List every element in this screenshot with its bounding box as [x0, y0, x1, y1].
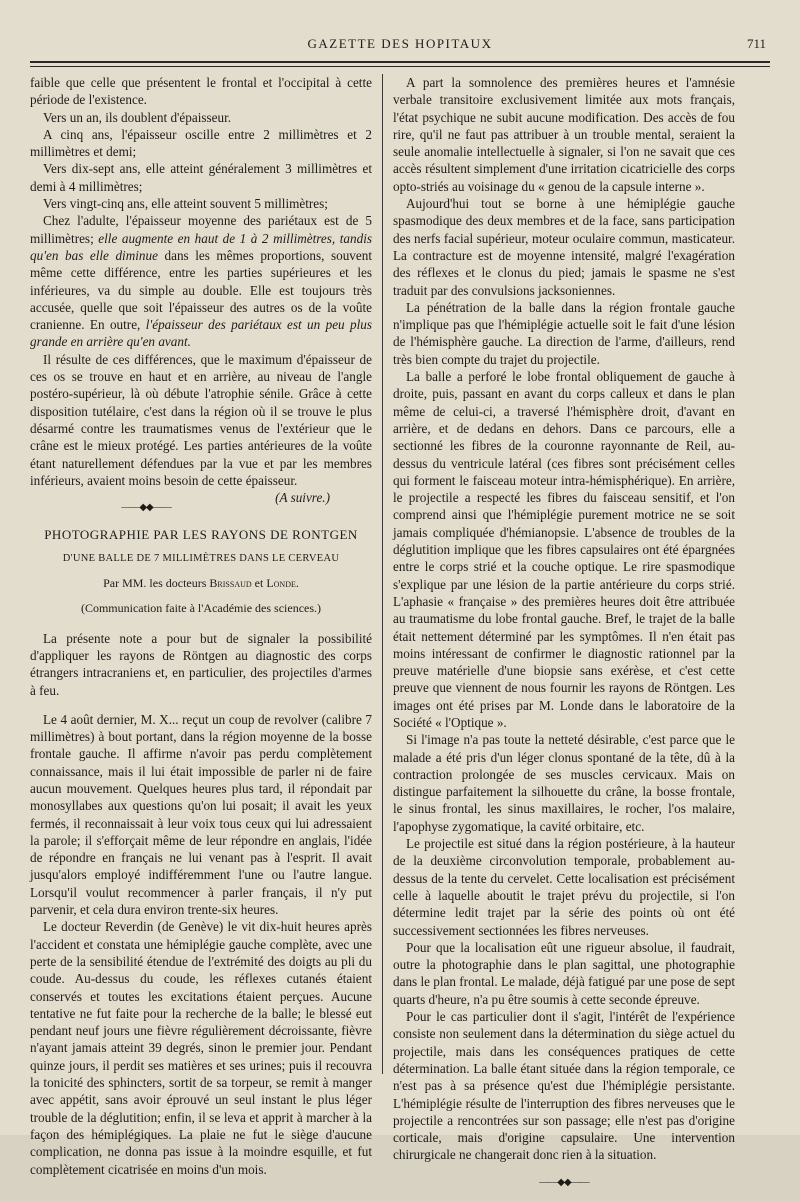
author-name: Brissaud	[209, 576, 252, 591]
article-authors	[30, 575, 372, 592]
italic-run: l'épaisseur des pariétaux est un peu plus grande en arrière qu'en avant.	[30, 317, 373, 350]
text-run: dans les mêmes proportions, souvent même cette différence, entre les parties supérieures et les inférieures, va du simple au double. Elle est toujours très accusée, quelle que soit l'épaisseur des autres os de la voûte cranienne. En outre,	[30, 247, 372, 333]
paragraph	[30, 212, 372, 350]
paragraph: Si l'image n'a pas toute la netteté désirable, c'est parce que le malade a été pris d'un léger clonus spontané de la tête, dû à la contraction prolongée de ses muscles cervicaux. Mais on distingue parfaitement la silhouette du crâne, la bosse frontale, le sinus frontal, les sinus maxillaires, le rocher, l'os malaire, l'apophyse zygomatique, la cavité orbitaire, etc.	[393, 732, 735, 834]
paragraph: Vers dix-sept ans, elle atteint généralement 3 millimètres et demi à 4 millimètres;	[30, 161, 372, 194]
text-run: Il résulte de ces différences, que le maximum d'épaisseur de ces os se trouve en haut et en arrière, au niveau de l'angle postéro-supérieur, là où débute l'atrophie sénile. Grâce à cette disposition tutélaire, c'est dans la région où il se trouve le plus désarmé contre les traumatismes venus de l'extérieur que le crâne est le mieux protégé. Les parties antérieures de la voûte étant naturellement défendues par la vue et par les membres inférieurs, avaient moins besoin de cette épaisseur.	[30, 351, 372, 488]
communication-note: (Communication faite à l'Académie des sciences.)	[80, 601, 322, 616]
article-title: PHOTOGRAPHIE PAR LES RAYONS DE RONTGEN	[44, 527, 358, 543]
paragraph: Le 4 août dernier, M. X... reçut un coup de revolver (calibre 7 millimètres) à bout portant, dans la région moyenne de la bosse frontale gauche. Il affirme n'avoir pas perdu complètement connaissance, mais il lui était impossible de parler ni de faire aucun mouvement. Quelques heures plus tard, il répondait par monosyllabes aux questions qu'on lui posait; il avait les yeux fermés, il reconnaissait à leur voix tous ceux qui lui adressaient la parole; il s'efforçait même de leur répondre en anglais, l'idée de répondre en français ne lui venant pas à l'esprit. Il avait jusqu'alors employé indifféremment l'une ou l'autre langue. Lorsqu'il voulut recommencer à parler français, il n'y put parvenir, et cela dura environ trente-six heures.	[30, 711, 372, 918]
column-divider	[382, 74, 383, 1074]
header-rule	[30, 61, 770, 67]
paragraph: Aujourd'hui tout se borne à une hémiplégie gauche spasmodique des deux membres et de la face, sans participation des nerfs facial supérieur, moteur oculaire commun, masticateur. La contracture est de moyenne intensité, malgré l'exagération des réflexes et le clonus du pied; jamais le spasme ne s'est traduit par des convulsions jacksoniennes.	[393, 196, 735, 298]
paragraph: Pour le cas particulier dont il s'agit, l'intérêt de l'expérience consiste non seulement dans la détermination du siège actuel du projectile, mais dans les conséquences pratiques de cette détermination. La balle étant située dans la région temporale, ce n'est pas à sa présence qu'est due l'hémiplégie persistante. L'hémiplégie résulte de l'interruption des fibres nerveuses que le projectile a rencontrées sur son passage; elle n'est pas d'origine corticale, mais d'origine capsulaire. Une intervention chirurgicale ne changerait donc rien à la situation.	[393, 1009, 735, 1163]
paragraph: A part la somnolence des premières heures et l'amnésie verbale transitoire exclusivement limitée aux mots français, l'état psychique ne subit aucune modification. Des accès de fou rire, qu'il ne faut pas attribuer à un trouble mental, seraient la seule anomalie intellectuelle à signaler, si l'on ne savait que ces accès résultent simplement d'une irritation cicatricielle des corps opto-striés au voisinage du « genou de la capsule interne ».	[393, 75, 735, 194]
author-name: Londe	[266, 576, 296, 591]
italic-run: elle augmente en haut de 1 à 2 millimètres, tandis qu'en bas elle diminue	[30, 230, 372, 263]
authors-prefix: Par MM. les docteurs	[103, 576, 210, 591]
authors-suffix: .	[295, 576, 299, 591]
paragraph: La balle a perforé le lobe frontal obliquement de gauche à droite, puis, passant en avant du corps calleux et dans le plan même de celui-ci, a traversé l'hémisphère droit, d'avant en arrière, et de dedans en dehors. Dans ce parcours, elle a sectionné les fibres de la couronne rayonnante de Reil, au-dessus du ventricule latéral (ces fibres sont précisément celles qui forment le faisceau moteur intra-hémisphérique). En arrière, le projectile a respecté les fibres du faisceau sensitif, et l'on comprend ainsi que l'hémiplégie purement motrice ne se soit jamais compliquée d'hémianopsie. L'absence de troubles de la déglutition implique que les fibres capsulaires ont été épargnées entre le corps strié et la couche optique. Le rire spasmodique s'explique par une lésion de la partie antérieure du corps strié. L'aphasie « française » des premières heures doit être attribuée au traumatisme du lobe frontal gauche. Bref, le trajet de la balle était nettement déterminé par les symptômes. Il n'en était pas moins intéressant de confirmer le diagnostic rationnel par la preuve matérielle d'une biopsie sans exérèse, et c'est cette preuve que viennent de nous fournir les rayons de Röntgen. Les images ont été prises par M. Londe dans le laboratoire de la Société « l'Optique ».	[393, 369, 735, 730]
page-number: 711	[746, 36, 766, 51]
paragraph: La présente note a pour but de signaler la possibilité d'appliquer les rayons de Röntgen au diagnostic des corps étrangers intracraniens et, en particulier, des projectiles d'armes à feu.	[30, 630, 372, 698]
separator-ornament: ——◆◆——	[121, 502, 171, 514]
paragraph: A cinq ans, l'épaisseur oscille entre 2 millimètres et 2 millimètres et demi;	[30, 126, 372, 160]
separator-ornament: ——◆◆——	[539, 1176, 589, 1188]
to-be-continued: (A suivre.)	[275, 490, 330, 506]
paragraph: Vers un an, ils doublent d'épaisseur.	[43, 109, 232, 125]
page-header	[20, 30, 780, 52]
paragraph: faible que celle que présentent le frontal et l'occipital à cette période de l'existence.	[30, 75, 372, 108]
paragraph: La pénétration de la balle dans la région frontale gauche n'implique pas que l'hémiplégie actuelle soit le fait d'une lésion de l'hémisphère gauche. La direction de l'arme, d'ailleurs, rend très bien compte du trajet du projectile.	[393, 299, 735, 367]
right-column	[393, 74, 735, 1201]
paragraph: Pour que la localisation eût une rigueur absolue, il faudrait, outre la photographie dans le plan sagittal, une photographie dans le plan frontal. Le malade, déjà fatigué par une pose de sept quarts d'heure, n'a pu être soumis à cette seconde épreuve.	[393, 939, 736, 1007]
running-title: GAZETTE DES HOPITAUX	[307, 36, 493, 51]
paragraph: Le docteur Reverdin (de Genève) le vit dix-huit heures après l'accident et constata une hémiplégie gauche complète, avec une perte de la sensibilité étendue de l'extrémité des doigts au pli du coude. Au-dessus du coude, les réflexes cutanés étaient conservés et toutes les excitations étaient perçues. Aucune tentative ne fut faite pour la recherche de la balle; le blessé eut pendant neuf jours une fièvre régulièrement décroissante, fièvre n'ayant jamais atteint 39 degrés, sinon le premier jour. Pendant quinze jours, il perdit ses matières et ses urines; puis il recouvra la tonicité des sphincters, sortit de sa torpeur, se remit à manger avec appétit, sans avoir éprouvé un seul instant le plus léger trouble de la déglutition; enfin, il se leva et apprit à marcher à la façon des hémiplégiques. La plaie ne fut le siège d'aucune complication, ne donna pas issue à la moindre esquille, et fut complètement cicatrisée en moins d'un mois.	[30, 919, 372, 1177]
article-subtitle: D'UNE BALLE DE 7 MILLIMÈTRES DANS LE CERVEAU	[62, 552, 340, 564]
authors-mid: et	[251, 576, 267, 591]
paragraph	[30, 351, 372, 506]
text-run: Chez l'adulte, l'épaisseur moyenne des pariétaux est de 5 millimètres;	[30, 213, 372, 246]
paragraph: Vers vingt-cinq ans, elle atteint souvent 5 millimètres;	[43, 196, 328, 212]
left-column	[30, 74, 372, 1178]
paragraph: Le projectile est situé dans la région postérieure, à la hauteur de la deuxième circonvolution temporale, probablement au-dessus de la tente du cervelet. Cette localisation est précisément celle à laquelle aboutit le trajet prévu du projectile, si l'on détermine ledit trajet par la série des points où ont été successivement sectionnées les fibres nerveuses.	[393, 836, 735, 938]
